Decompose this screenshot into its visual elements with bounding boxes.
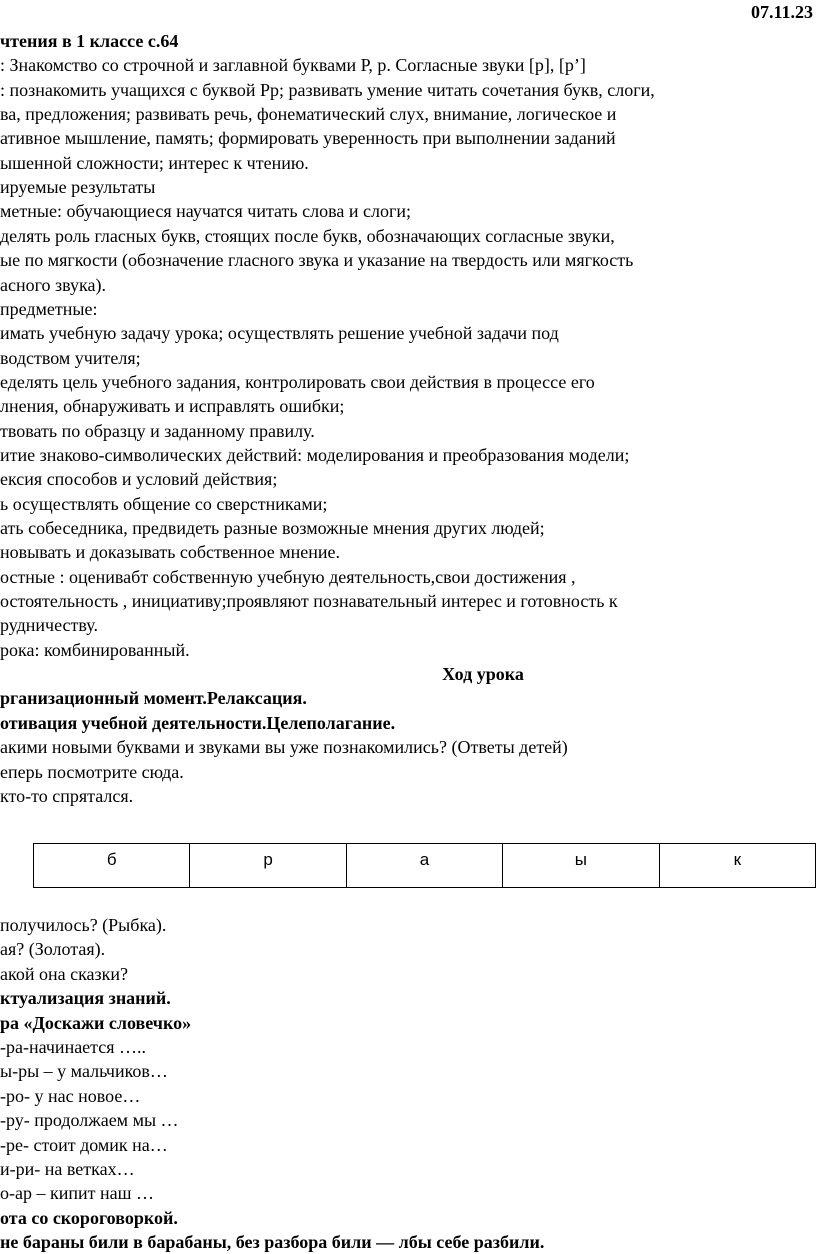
letter-cell: а	[346, 844, 502, 888]
text-line: новывать и доказывать собственное мнение.	[0, 542, 341, 563]
text-line: : познакомить учащихся с буквой Рр; развивать умение читать сочетания букв, слоги,	[0, 79, 655, 100]
text-line: о-ар – кипит наш …	[0, 1183, 154, 1204]
letter-cell: ы	[503, 844, 659, 888]
text-line: рудничеству.	[0, 615, 98, 636]
text-line: ать собеседника, предвидеть разные возможные мнения других людей;	[0, 518, 545, 538]
text-line: асного звука).	[0, 274, 106, 295]
text-line: не бараны били в барабаны, без разбора били — лбы себе разбили.	[0, 1232, 545, 1253]
text-line: и-ри- на ветках…	[0, 1159, 135, 1179]
text-line: рганизационный момент.Релаксация.	[0, 688, 307, 709]
text-line: твовать по образцу и заданному правилу.	[0, 420, 315, 441]
text-line: -ру- продолжаем мы …	[0, 1110, 179, 1131]
text-line: ктуализация знаний.	[0, 988, 171, 1009]
text-line: ативное мышление, память; формировать уверенность при выполнении заданий	[0, 128, 616, 149]
text-line: : Знакомство со строчной и заглавной буквами Р, р. Согласные звуки [р], [р’]	[0, 55, 586, 76]
lesson-date: 07.11.23	[750, 2, 813, 22]
text-line: -ра-начинается …..	[0, 1037, 147, 1057]
section-heading: Ход урока	[442, 664, 524, 685]
text-line: -ро- у нас новое…	[0, 1085, 141, 1106]
text-line: ота со скороговоркой.	[0, 1207, 178, 1228]
text-line: ышенной сложности; интерес к чтению.	[0, 152, 309, 173]
text-line: акой она сказки?	[0, 963, 129, 984]
text-line: ы-ры – у мальчиков…	[0, 1061, 168, 1082]
text-line: акими новыми буквами и звуками вы уже познакомились? (Ответы детей)	[0, 737, 568, 758]
text-line: еперь посмотрите сюда.	[0, 761, 184, 782]
text-line: ируемые результаты	[0, 177, 156, 198]
text-line: рока: комбинированный.	[0, 639, 190, 660]
text-line: водством учителя;	[0, 347, 141, 368]
letter-table	[33, 843, 816, 888]
text-line: ая? (Золотая).	[0, 939, 106, 960]
text-line: итие знаково-символических действий: моделирования и преобразования модели;	[0, 444, 630, 465]
letter-cell: б	[34, 844, 190, 888]
text-line: получилось? (Рыбка).	[0, 915, 167, 935]
text-line: отивация учебной деятельности.Целеполагание.	[0, 712, 396, 733]
text-line: имать учебную задачу урока; осуществлять решение учебной задачи под	[0, 323, 559, 344]
text-line: делять роль гласных букв, стоящих после букв, обозначающих согласные звуки,	[0, 225, 615, 246]
letter-table-row	[34, 844, 816, 888]
text-line: еделять цель учебного задания, контролировать свои действия в процессе его	[0, 371, 595, 392]
text-line: метные: обучающиеся научатся читать слова и слоги;	[0, 201, 411, 222]
letter-cell: к	[659, 844, 815, 888]
letter-cell: р	[190, 844, 346, 888]
text-line: лнения, обнаруживать и исправлять ошибки;	[0, 396, 345, 417]
text-line: остные : оценивабт собственную учебную деятельность,свои достижения ,	[0, 566, 576, 587]
text-line: предметные:	[0, 298, 98, 319]
text-line: кто-то спрятался.	[0, 785, 134, 806]
text-line: чтения в 1 классе с.64	[0, 31, 179, 51]
text-line: ра «Доскажи словечко»	[0, 1012, 192, 1033]
text-line: ь осуществлять общение со сверстниками;	[0, 493, 328, 514]
text-line: ексия способов и условий действия;	[0, 469, 278, 490]
text-line: остоятельность , инициативу;проявляют познавательный интерес и готовность к	[0, 591, 618, 612]
text-line: ва, предложения; развивать речь, фонематический слух, внимание, логическое и	[0, 104, 617, 125]
text-line: ые по мягкости (обозначение гласного звука и указание на твердость или мягкость	[0, 250, 634, 271]
text-line: -ре- стоит домик на…	[0, 1134, 168, 1155]
